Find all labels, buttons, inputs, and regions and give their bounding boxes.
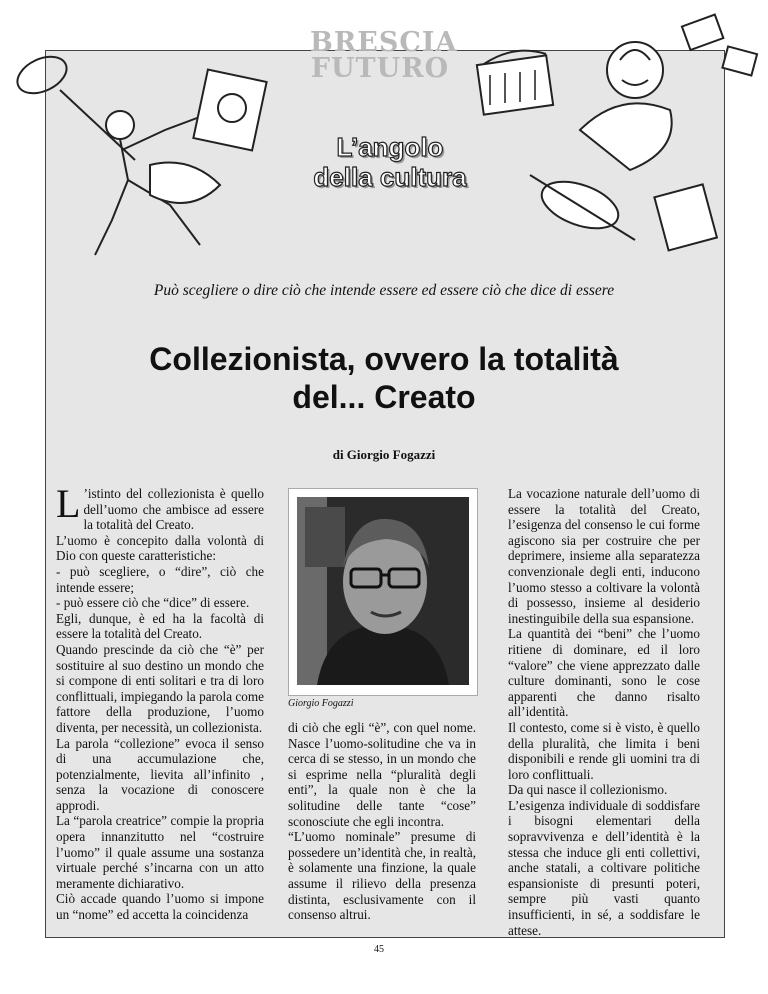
collector-runner-illustration xyxy=(0,30,300,260)
list-item: - può essere ciò che “dice” di essere. xyxy=(56,595,250,611)
paragraph: Egli, dunque, è ed ha la facoltà di essere la totalità del Creato. xyxy=(56,610,264,642)
paragraph: L’esigenza individuale di soddisfare i bisogni elementari della sopravvivenza e dell’identità è la stessa che induce gli enti collettivi, anche statali, a coltivare politiche espansioniste di presunti poteri, sempre più vasti quanto insufficienti, in sé, a soddisfare le attese. xyxy=(508,797,700,938)
paragraph: La vocazione naturale dell’uomo di essere la totalità del Creato, l’esigenza del consenso le cui forme agiscono sia per costruire che per deprimere, insieme alla separatezza convenzionale degli enti, inducono l’uomo stesso a coltivare la volontà di possesso, insieme al desiderio inestinguibile della sua espansione. xyxy=(508,486,700,626)
photo-caption: Giorgio Fogazzi xyxy=(288,698,354,709)
paragraph: La “parola creatrice” compie la propria opera innanzitutto nel “costruire l’uomo” il quale assume una sostanza virtuale perché s’incarna con un atto meramente dichiarativo. xyxy=(56,813,264,891)
author-photo xyxy=(297,497,469,685)
article-headline xyxy=(100,340,668,416)
article-subtitle: Può scegliere o dire ciò che intende essere ed essere ciò che dice di essere xyxy=(153,282,615,299)
article-column-1 xyxy=(56,481,264,923)
paragraph: “L’uomo nominale” presume di possedere un’identità che, in realtà, è solamente una finzione, la quale assume il rilievo della presenza distinta, esclusivamente con il consenso altrui. xyxy=(288,829,476,923)
page-number: 45 xyxy=(374,944,384,955)
paragraph: Ciò accade quando l’uomo si impone un “nome” ed accetta la coincidenza xyxy=(56,891,264,923)
headline-line-2: del... Creato xyxy=(292,379,476,415)
author-photo-frame xyxy=(288,488,478,696)
theatre-and-music-illustration xyxy=(470,0,768,260)
section-title-line-2: della cultura xyxy=(313,162,467,192)
article-column-2 xyxy=(288,720,476,923)
drop-cap: L xyxy=(56,481,81,526)
paragraph-text: ’istinto del collezionista è quello dell’uomo che ambisce ad essere la totalità del Creato. xyxy=(83,486,264,533)
paragraph: Da qui nasce il collezionismo. xyxy=(508,782,668,798)
headline-line-1: Collezionista, ovvero la totalità xyxy=(149,341,619,377)
paragraph: Quando prescinde da ciò che “è” per sostituire al suo destino un mondo che si compone di enti solitari e tra di loro conflittuali, impiegando la parola come fattore della produzione, l’uomo diventa, per necessità, un collezionista. xyxy=(56,641,264,735)
paragraph: Il contesto, come si è visto, è quello della pluralità, che limita i beni disponibili e rende gli uomini tra di loro conflittuali. xyxy=(508,719,700,782)
byline: di Giorgio Fogazzi xyxy=(332,447,436,462)
bresciafuturo-logo xyxy=(310,27,458,84)
section-title-line-1: L’angolo xyxy=(336,132,444,162)
paragraph: La parola “collezione” evoca il senso di una accumulazione che, potenzialmente, lievita all’infinito , senza la vocazione di conoscere approdi. xyxy=(56,735,264,813)
paragraph: L’uomo è concepito dalla volontà di Dio con queste caratteristiche: xyxy=(56,532,264,564)
logo-line-1: BRESCIA xyxy=(310,27,458,58)
logo-line-2: FUTURO xyxy=(310,53,450,84)
section-title xyxy=(280,132,500,192)
paragraph: di ciò che egli “è”, con quel nome. Nasce l’uomo-solitudine che va in cerca di se stesso, in un mondo che si esprime nella “pluralità degli enti”, la quale non è che la solitudine delle tante “cose” sconosciute che egli incontra. xyxy=(288,720,476,829)
paragraph xyxy=(56,481,264,533)
paragraph: La quantità dei “beni” che l’uomo ritiene di dominare, ed il loro “valore” che viene apprezzato dalle culture dominanti, sono le cose apparenti che danno risalto all’identità. xyxy=(508,626,700,720)
list-item: - può scegliere, o “dire”, ciò che intende essere; xyxy=(56,563,264,595)
article-column-3 xyxy=(508,486,700,938)
